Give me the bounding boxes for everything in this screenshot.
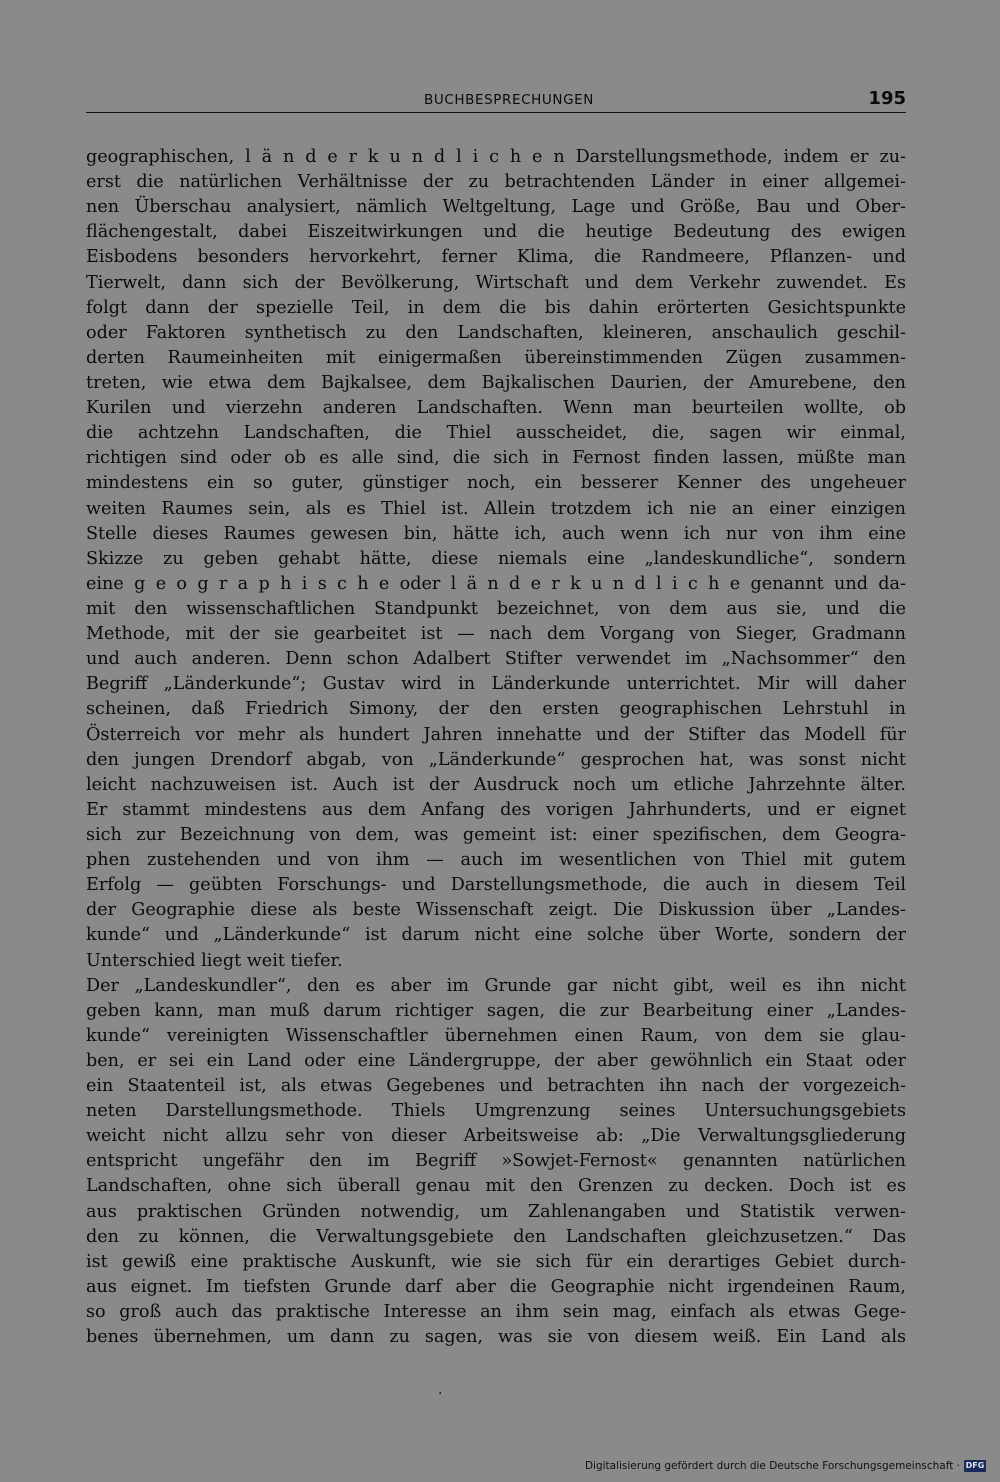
text-line: derten Raumeinheiten mit einigermaßen übereinstimmenden Zügen zusammen- (86, 347, 906, 368)
text-line: folgt dann der spezielle Teil, in dem die bis dahin erörterten Gesichtspunkte (86, 297, 906, 318)
footer-text: Digitalisierung gefördert durch die Deutsche Forschungsgemeinschaft · (584, 1460, 960, 1472)
page-number: 195 (868, 88, 906, 109)
header-rule (86, 112, 906, 113)
text-line: kunde“ und „Länderkunde“ ist darum nicht eine solche über Worte, sondern der (86, 925, 906, 946)
text-line: weiten Raumes sein, als es Thiel ist. Allein trotzdem ich nie an einer einzigen (86, 498, 906, 519)
text-line: Methode, mit der sie gearbeitet ist — nach dem Vorgang von Sieger, Gradmann (86, 624, 906, 645)
text-line: Landschaften, ohne sich überall genau mit den Grenzen zu decken. Doch ist es (86, 1176, 906, 1197)
text-line: phen zustehenden und von ihm — auch im wesentlichen von Thiel mit gutem (86, 850, 906, 871)
text-line: mindestens ein so guter, günstiger noch, ein besserer Kenner des ungeheuer (86, 473, 906, 494)
text-line: Skizze zu geben gehabt hätte, diese niemals eine „landeskundliche“, sondern (86, 548, 906, 569)
text-line: scheinen, daß Friedrich Simony, der den ersten geographischen Lehrstuhl in (86, 699, 906, 720)
text-line: mit den wissenschaftlichen Standpunkt bezeichnet, von dem aus sie, und die (86, 598, 906, 619)
text-line: eine g e o g r a p h i s c h e oder l ä n d e r k u n d l i c h e genannt und da- (86, 573, 906, 594)
text-line: Tierwelt, dann sich der Bevölkerung, Wirtschaft und dem Verkehr zuwendet. Es (86, 272, 906, 293)
text-line: Der „Landeskundler“, den es aber im Grunde gar nicht gibt, weil es ihn nicht (86, 975, 906, 996)
text-line: erst die natürlichen Verhältnisse der zu betrachtenden Länder in einer allgemei- (86, 172, 906, 193)
text-line: benes übernehmen, um dann zu sagen, was sie von diesem weiß. Ein Land als (86, 1327, 906, 1348)
text-line: geographischen, l ä n d e r k u n d l i c h e n Darstellungsmethode, indem er zu- (86, 147, 906, 167)
text-line: oder Faktoren synthetisch zu den Landschaften, kleineren, anschaulich geschil- (86, 322, 906, 343)
running-header (86, 86, 906, 116)
text-line: Begriff „Länderkunde“; Gustav wird in Länderkunde unterrichtet. Mir will daher (86, 674, 906, 695)
text-line: Eisbodens besonders hervorkehrt, ferner Klima, die Randmeere, Pflanzen- und (86, 247, 906, 268)
text-line: neten Darstellungsmethode. Thiels Umgrenzung seines Untersuchungsgebiets (86, 1101, 906, 1122)
text-line: treten, wie etwa dem Bajkalsee, dem Bajkalischen Daurien, der Amurebene, den (86, 372, 906, 393)
text-line: den zu können, die Verwaltungsgebiete den Landschaften gleichzusetzen.“ Das (86, 1226, 906, 1247)
text-line: Unterschied liegt weit tiefer. (86, 950, 343, 971)
text-line: leicht nachzuweisen ist. Auch ist der Ausdruck noch um etliche Jahrzehnte älter. (86, 774, 906, 795)
text-line: so groß auch das praktische Interesse an ihm sein mag, einfach als etwas Gege- (86, 1302, 906, 1323)
text-line: Österreich vor mehr als hundert Jahren innehatte und der Stifter das Modell für (86, 724, 906, 745)
text-line: aus eignet. Im tiefsten Grunde darf aber die Geographie nicht irgendeinen Raum, (86, 1276, 906, 1297)
dfg-logo-icon: DFG (965, 1461, 985, 1470)
bottom-mark: · (438, 1386, 443, 1402)
text-line: entspricht ungefähr den im Begriff »Sowjet-Fernost« genannten natürlichen (86, 1151, 906, 1172)
text-line: Kurilen und vierzehn anderen Landschaften. Wenn man beurteilen wollte, ob (86, 398, 906, 419)
text-line: die achtzehn Landschaften, die Thiel ausscheidet, die, sagen wir einmal, (86, 423, 906, 444)
digitization-footer (585, 1460, 986, 1472)
text-line: den jungen Drendorf abgab, von „Länderkunde“ gesprochen hat, was sonst nicht (86, 749, 906, 770)
text-line: geben kann, man muß darum richtiger sagen, die zur Bearbeitung einer „Landes- (86, 1000, 906, 1021)
text-line: aus praktischen Gründen notwendig, um Zahlenangaben und Statistik verwen- (86, 1201, 906, 1222)
text-line: Stelle dieses Raumes gewesen bin, hätte ich, auch wenn ich nur von ihm eine (86, 523, 906, 544)
text-line: kunde“ vereinigten Wissenschaftler übernehmen einen Raum, von dem sie glau- (86, 1025, 906, 1046)
text-line: weicht nicht allzu sehr von dieser Arbeitsweise ab: „Die Verwaltungsgliederung (86, 1126, 906, 1147)
running-title: BUCHBESPRECHUNGEN (424, 92, 594, 108)
text-line: und auch anderen. Denn schon Adalbert Stifter verwendet im „Nachsommer“ den (86, 649, 906, 670)
text-line: flächengestalt, dabei Eiszeitwirkungen und die heutige Bedeutung des ewigen (86, 222, 906, 243)
text-line: nen Überschau analysiert, nämlich Weltgeltung, Lage und Größe, Bau und Ober- (86, 197, 906, 218)
body-text (86, 145, 906, 1350)
text-line: richtigen sind oder ob es alle sind, die sich in Fernost finden lassen, müßte man (86, 448, 906, 469)
text-line: ein Staatenteil ist, als etwas Gegebenes und betrachten ihn nach der vorgezeich- (86, 1076, 906, 1097)
text-line: Er stammt mindestens aus dem Anfang des vorigen Jahrhunderts, und er eignet (86, 799, 906, 820)
text-line: ist gewiß eine praktische Auskunft, wie sie sich für ein derartiges Gebiet durch- (86, 1251, 906, 1272)
text-line: sich zur Bezeichnung von dem, was gemeint ist: einer spezifischen, dem Geogra- (86, 824, 906, 845)
text-line: Erfolg — geübten Forschungs- und Darstellungsmethode, die auch in diesem Teil (86, 875, 906, 896)
text-line: ben, er sei ein Land oder eine Ländergruppe, der aber gewöhnlich ein Staat oder (86, 1050, 906, 1071)
text-line: der Geographie diese als beste Wissenschaft zeigt. Die Diskussion über „Landes- (86, 900, 906, 921)
